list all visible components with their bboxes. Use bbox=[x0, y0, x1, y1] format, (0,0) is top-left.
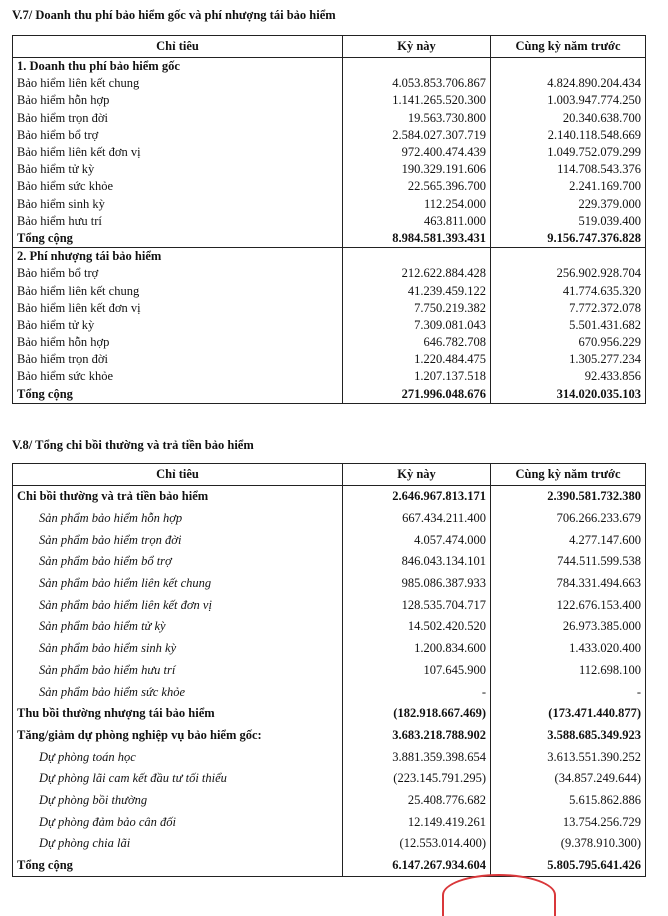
reserves-summary-row bbox=[13, 725, 646, 747]
row-label: Sản phẩm bảo hiểm tử kỳ bbox=[13, 616, 343, 638]
current-period-value: 1.207.137.518 bbox=[343, 368, 491, 385]
table-row bbox=[13, 616, 646, 638]
prior-period-value: 5.615.862.886 bbox=[491, 790, 646, 812]
table-row bbox=[13, 265, 646, 282]
table-row bbox=[13, 833, 646, 855]
current-period-value: (182.918.667.469) bbox=[343, 703, 491, 725]
empty-cell bbox=[491, 58, 646, 76]
prior-period-value: 3.613.551.390.252 bbox=[491, 746, 646, 768]
current-period-value: 2.646.967.813.171 bbox=[343, 486, 491, 508]
prior-period-value: 26.973.385.000 bbox=[491, 616, 646, 638]
current-period-value: 41.239.459.122 bbox=[343, 282, 491, 299]
column-header-prior: Cùng kỳ năm trước bbox=[491, 36, 646, 58]
premium-revenue-table bbox=[12, 35, 646, 404]
prior-period-value: 114.708.543.376 bbox=[491, 161, 646, 178]
prior-period-value: (34.857.249.644) bbox=[491, 768, 646, 790]
table-row bbox=[13, 282, 646, 299]
row-label: Tổng cộng bbox=[13, 855, 343, 877]
prior-period-value: 2.241.169.700 bbox=[491, 178, 646, 195]
current-period-value: - bbox=[343, 681, 491, 703]
table-row bbox=[13, 334, 646, 351]
current-period-value: 6.147.267.934.604 bbox=[343, 855, 491, 877]
current-period-value: 3.881.359.398.654 bbox=[343, 746, 491, 768]
current-period-value: 190.329.191.606 bbox=[343, 161, 491, 178]
row-label: Tăng/giảm dự phòng nghiệp vụ bảo hiểm gốc: bbox=[13, 725, 343, 747]
prior-period-value: 2.390.581.732.380 bbox=[491, 486, 646, 508]
prior-period-value: 4.824.890.204.434 bbox=[491, 75, 646, 92]
table-row bbox=[13, 196, 646, 213]
table-row bbox=[13, 75, 646, 92]
table-row bbox=[13, 811, 646, 833]
current-period-value: 3.683.218.788.902 bbox=[343, 725, 491, 747]
table-row bbox=[13, 161, 646, 178]
prior-period-value: 1.305.277.234 bbox=[491, 351, 646, 368]
current-period-value: 271.996.048.676 bbox=[343, 386, 491, 404]
row-label: Bảo hiểm sức khỏe bbox=[13, 178, 343, 195]
current-period-value: 846.043.134.101 bbox=[343, 551, 491, 573]
current-period-value: 4.053.853.706.867 bbox=[343, 75, 491, 92]
prior-period-value: 20.340.638.700 bbox=[491, 110, 646, 127]
total-row bbox=[13, 386, 646, 404]
table-row bbox=[13, 144, 646, 161]
row-label: Thu bồi thường nhượng tái bảo hiểm bbox=[13, 703, 343, 725]
current-period-value: 22.565.396.700 bbox=[343, 178, 491, 195]
prior-period-value: 5.805.795.641.426 bbox=[491, 855, 646, 877]
table-row bbox=[13, 746, 646, 768]
current-period-value: 8.984.581.393.431 bbox=[343, 230, 491, 248]
current-period-value: 12.149.419.261 bbox=[343, 811, 491, 833]
prior-period-value: 784.331.494.663 bbox=[491, 573, 646, 595]
prior-period-value: 1.003.947.774.250 bbox=[491, 92, 646, 109]
total-row bbox=[13, 855, 646, 877]
current-period-value: 646.782.708 bbox=[343, 334, 491, 351]
empty-cell bbox=[343, 248, 491, 266]
row-label: Bảo hiểm hưu trí bbox=[13, 213, 343, 230]
row-label: Bảo hiểm liên kết chung bbox=[13, 282, 343, 299]
row-label: Dự phòng toán học bbox=[13, 746, 343, 768]
premium-revenue-body bbox=[13, 58, 646, 404]
row-label: Sản phẩm bảo hiểm sinh kỳ bbox=[13, 638, 343, 660]
current-period-value: 128.535.704.717 bbox=[343, 594, 491, 616]
prior-period-value: 314.020.035.103 bbox=[491, 386, 646, 404]
current-period-value: 25.408.776.682 bbox=[343, 790, 491, 812]
row-label: Tổng cộng bbox=[13, 230, 343, 248]
row-label: Bảo hiểm sức khỏe bbox=[13, 368, 343, 385]
column-header-current: Kỳ này bbox=[343, 464, 491, 486]
row-label: Bảo hiểm trọn đời bbox=[13, 110, 343, 127]
claims-table bbox=[12, 463, 646, 877]
row-label: Bảo hiểm sinh kỳ bbox=[13, 196, 343, 213]
empty-cell bbox=[491, 248, 646, 266]
row-label: Bảo hiểm tử kỳ bbox=[13, 317, 343, 334]
table-row bbox=[13, 529, 646, 551]
prior-period-value: - bbox=[491, 681, 646, 703]
current-period-value: 19.563.730.800 bbox=[343, 110, 491, 127]
table-row bbox=[13, 317, 646, 334]
row-label: Dự phòng đảm bảo cân đối bbox=[13, 811, 343, 833]
row-label: Sản phẩm bảo hiểm liên kết chung bbox=[13, 573, 343, 595]
row-label: Sản phẩm bảo hiểm liên kết đơn vị bbox=[13, 594, 343, 616]
prior-period-value: 670.956.229 bbox=[491, 334, 646, 351]
prior-period-value: 1.049.752.079.299 bbox=[491, 144, 646, 161]
prior-period-value: 7.772.372.078 bbox=[491, 300, 646, 317]
current-period-value: 107.645.900 bbox=[343, 660, 491, 682]
table-row bbox=[13, 178, 646, 195]
empty-cell bbox=[343, 58, 491, 76]
current-period-value: 1.220.484.475 bbox=[343, 351, 491, 368]
table-row bbox=[13, 368, 646, 385]
prior-period-value: 112.698.100 bbox=[491, 660, 646, 682]
section-v8-title: V.8/ Tổng chi bồi thường và trả tiền bảo hiểm bbox=[12, 438, 254, 452]
current-period-value: 7.309.081.043 bbox=[343, 317, 491, 334]
table-row bbox=[13, 508, 646, 530]
reinsurance-recovery-row bbox=[13, 703, 646, 725]
row-label: Bảo hiểm trọn đời bbox=[13, 351, 343, 368]
column-header-prior: Cùng kỳ năm trước bbox=[491, 464, 646, 486]
prior-period-value: 2.140.118.548.669 bbox=[491, 127, 646, 144]
group-header-gross-premium bbox=[13, 58, 646, 76]
current-period-value: 1.200.834.600 bbox=[343, 638, 491, 660]
red-seal-stamp bbox=[442, 874, 556, 916]
claims-summary-row bbox=[13, 486, 646, 508]
section-v7-title: V.7/ Doanh thu phí bảo hiểm gốc và phí nhượng tái bảo hiểm bbox=[12, 8, 336, 22]
table-row bbox=[13, 638, 646, 660]
current-period-value: 667.434.211.400 bbox=[343, 508, 491, 530]
table-row bbox=[13, 127, 646, 144]
table-row bbox=[13, 300, 646, 317]
column-header-indicator: Chỉ tiêu bbox=[13, 36, 343, 58]
current-period-value: (12.553.014.400) bbox=[343, 833, 491, 855]
table-row bbox=[13, 573, 646, 595]
prior-period-value: 4.277.147.600 bbox=[491, 529, 646, 551]
prior-period-value: 256.902.928.704 bbox=[491, 265, 646, 282]
table-row bbox=[13, 594, 646, 616]
row-label: Sản phẩm bảo hiểm sức khỏe bbox=[13, 681, 343, 703]
group-title: 2. Phí nhượng tái bảo hiểm bbox=[13, 248, 343, 266]
prior-period-value: 122.676.153.400 bbox=[491, 594, 646, 616]
prior-period-value: (173.471.440.877) bbox=[491, 703, 646, 725]
current-period-value: 112.254.000 bbox=[343, 196, 491, 213]
current-period-value: 972.400.474.439 bbox=[343, 144, 491, 161]
row-label: Bảo hiểm bổ trợ bbox=[13, 127, 343, 144]
prior-period-value: 92.433.856 bbox=[491, 368, 646, 385]
current-period-value: 463.811.000 bbox=[343, 213, 491, 230]
row-label: Dự phòng chia lãi bbox=[13, 833, 343, 855]
prior-period-value: 706.266.233.679 bbox=[491, 508, 646, 530]
row-label: Chi bồi thường và trả tiền bảo hiểm bbox=[13, 486, 343, 508]
row-label: Sản phẩm bảo hiểm trọn đời bbox=[13, 529, 343, 551]
current-period-value: (223.145.791.295) bbox=[343, 768, 491, 790]
row-label: Sản phẩm bảo hiểm bổ trợ bbox=[13, 551, 343, 573]
prior-period-value: 5.501.431.682 bbox=[491, 317, 646, 334]
prior-period-value: 3.588.685.349.923 bbox=[491, 725, 646, 747]
current-period-value: 7.750.219.382 bbox=[343, 300, 491, 317]
table-row bbox=[13, 213, 646, 230]
table-row bbox=[13, 768, 646, 790]
current-period-value: 14.502.420.520 bbox=[343, 616, 491, 638]
current-period-value: 212.622.884.428 bbox=[343, 265, 491, 282]
prior-period-value: 229.379.000 bbox=[491, 196, 646, 213]
group-title: 1. Doanh thu phí bảo hiểm gốc bbox=[13, 58, 343, 76]
table-row bbox=[13, 660, 646, 682]
current-period-value: 1.141.265.520.300 bbox=[343, 92, 491, 109]
total-row bbox=[13, 230, 646, 248]
column-header-indicator: Chỉ tiêu bbox=[13, 464, 343, 486]
table-row bbox=[13, 351, 646, 368]
claims-body bbox=[13, 486, 646, 877]
current-period-value: 985.086.387.933 bbox=[343, 573, 491, 595]
row-label: Bảo hiểm bổ trợ bbox=[13, 265, 343, 282]
row-label: Bảo hiểm liên kết chung bbox=[13, 75, 343, 92]
prior-period-value: 744.511.599.538 bbox=[491, 551, 646, 573]
row-label: Sản phẩm bảo hiểm hưu trí bbox=[13, 660, 343, 682]
row-label: Bảo hiểm tử kỳ bbox=[13, 161, 343, 178]
table-row bbox=[13, 551, 646, 573]
prior-period-value: 13.754.256.729 bbox=[491, 811, 646, 833]
table-row bbox=[13, 92, 646, 109]
row-label: Bảo hiểm liên kết đơn vị bbox=[13, 144, 343, 161]
column-header-current: Kỳ này bbox=[343, 36, 491, 58]
row-label: Tổng cộng bbox=[13, 386, 343, 404]
prior-period-value: 9.156.747.376.828 bbox=[491, 230, 646, 248]
row-label: Dự phòng bồi thường bbox=[13, 790, 343, 812]
group-header-reinsurance-ceded bbox=[13, 248, 646, 266]
current-period-value: 2.584.027.307.719 bbox=[343, 127, 491, 144]
table-row bbox=[13, 110, 646, 127]
row-label: Bảo hiểm hỗn hợp bbox=[13, 92, 343, 109]
current-period-value: 4.057.474.000 bbox=[343, 529, 491, 551]
row-label: Bảo hiểm liên kết đơn vị bbox=[13, 300, 343, 317]
prior-period-value: (9.378.910.300) bbox=[491, 833, 646, 855]
table-row bbox=[13, 790, 646, 812]
prior-period-value: 519.039.400 bbox=[491, 213, 646, 230]
row-label: Sản phẩm bảo hiểm hỗn hợp bbox=[13, 508, 343, 530]
row-label: Dự phòng lãi cam kết đầu tư tối thiểu bbox=[13, 768, 343, 790]
table-row bbox=[13, 681, 646, 703]
prior-period-value: 41.774.635.320 bbox=[491, 282, 646, 299]
row-label: Bảo hiểm hỗn hợp bbox=[13, 334, 343, 351]
prior-period-value: 1.433.020.400 bbox=[491, 638, 646, 660]
